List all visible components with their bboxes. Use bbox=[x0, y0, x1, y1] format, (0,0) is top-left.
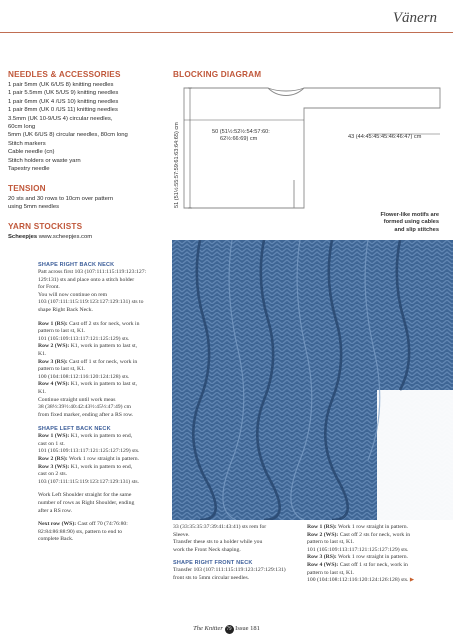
row-line: cast on 1 st. bbox=[38, 440, 65, 447]
tension-section bbox=[8, 184, 170, 212]
text-line: 103 (107:111:115:119:123:127:129:131) sts to bbox=[38, 299, 144, 306]
neck-curve bbox=[268, 88, 304, 96]
sweater-photo bbox=[172, 240, 453, 520]
stockists-url[interactable]: www.scheepjes.com bbox=[38, 234, 93, 240]
text-line: work the Front Neck shaping. bbox=[173, 546, 241, 553]
row-line: Row 2 (WS): K1, work in pattern to last st, bbox=[38, 343, 138, 350]
text-line: front sts to 5mm circular needles. bbox=[173, 574, 250, 581]
header-rule bbox=[0, 32, 453, 33]
needles-line: 3.5mm (UK 10-9/US 4) circular needles, bbox=[8, 115, 113, 122]
shape-left-back-neck-heading: SHAPE LEFT BACK NECK bbox=[38, 426, 111, 433]
needles-line: Stitch holders or waste yarn bbox=[8, 157, 81, 164]
row-line: 100 (104:108:112:116:120:124:128) sts. bbox=[38, 373, 130, 380]
text-line: Transfer these sts to a holder while you bbox=[173, 539, 263, 546]
footer-issue: Issue 181 bbox=[235, 625, 260, 632]
row-line: pattern to last st, K1. bbox=[38, 366, 86, 373]
row-line: Row 1 (WS): K1, work in pattern to end, bbox=[38, 433, 133, 440]
footer-magazine: The Knitter bbox=[193, 625, 223, 632]
text-line: 33 (33:35:35:37:39:41:43:41) sts rem for bbox=[173, 524, 267, 530]
stockists-heading: YARN STOCKISTS bbox=[8, 222, 83, 231]
text-line: Sleeve. bbox=[173, 531, 190, 538]
needles-line: 1 pair 6mm (UK 4 /US 10) knitting needles bbox=[8, 98, 119, 105]
footer-page-number: 79 bbox=[226, 627, 232, 632]
column-1 bbox=[38, 262, 170, 544]
tension-line: using 5mm needles bbox=[8, 204, 60, 211]
garment-outline bbox=[184, 88, 440, 208]
stockists-section bbox=[8, 222, 170, 241]
continue-arrow-icon: ▶ bbox=[408, 577, 415, 584]
needles-line: 60cm long bbox=[8, 124, 36, 131]
row-line: Row 3 (RS): Work 1 row straight in pattern. bbox=[307, 554, 409, 561]
caption-line: formed using cables bbox=[383, 219, 439, 226]
row-line: K1. bbox=[38, 350, 47, 357]
row-line: from fixed marker, ending after a RS row. bbox=[38, 411, 134, 418]
needles-heading: NEEDLES & ACCESSORIES bbox=[8, 70, 121, 79]
tension-line: 20 sts and 30 rows to 10cm over pattern bbox=[8, 196, 114, 202]
caption-line: and slip stitches bbox=[394, 226, 439, 233]
text-line: after a RS row. bbox=[38, 507, 73, 514]
column-3 bbox=[307, 524, 449, 585]
row-line: K1. bbox=[38, 388, 47, 395]
row-line: 101 (105:109:113:117:121:125:127:129) sts. bbox=[38, 448, 140, 455]
row-line: pattern to last st, K1. bbox=[38, 328, 86, 335]
row-line: 101 (105:109:113:117:121:125:127:129) sts. bbox=[307, 546, 409, 553]
photo-caption bbox=[381, 212, 439, 234]
needles-line: 1 pair 5.5mm (UK 5/US 9) knitting needles bbox=[8, 90, 119, 97]
width-label-2: 62½:66:69) cm bbox=[220, 136, 258, 142]
row-line: 101 (105:109:113:117:121:125:129) sts. bbox=[38, 335, 130, 342]
footer bbox=[0, 625, 453, 634]
sleeve-label: 43 (44:45:45:45:46:46:47) cm bbox=[348, 134, 422, 140]
needles-line: 1 pair 8mm (UK 0 /US 11) knitting needles bbox=[8, 107, 118, 114]
page-title: Vänern bbox=[392, 10, 437, 26]
row-line: Row 1 (RS): Cast off 2 sts for neck, work in bbox=[38, 320, 140, 327]
shape-right-front-neck-heading: SHAPE RIGHT FRONT NECK bbox=[173, 560, 253, 567]
row-line: Continue straight until work meas bbox=[38, 396, 116, 403]
text-line: number of rows as Right Shoulder, ending bbox=[38, 500, 135, 507]
text-line: Work Left Shoulder straight for the same bbox=[38, 492, 132, 499]
row-line: Row 2 (WS): Cast off 2 sts for neck, work in bbox=[307, 531, 411, 538]
text-line: shape Right Back Neck. bbox=[38, 306, 93, 313]
needles-line: Stitch markers bbox=[8, 140, 46, 147]
row-line: Next row (WS): Cast off 70 (74:76:80: bbox=[38, 521, 128, 528]
stockists-brand: Scheepjes bbox=[8, 234, 38, 240]
column-2 bbox=[173, 524, 305, 583]
row-line: Row 1 (RS): Work 1 row straight in pattern. bbox=[307, 524, 409, 530]
needles-line: Cable needle (cn) bbox=[8, 149, 55, 156]
row-line: Row 4 (WS): K1, work in pattern to last st, bbox=[38, 381, 138, 388]
row-line: 38 (38½:39½:40:42:43½:45½:47:49) cm bbox=[38, 404, 131, 411]
row-line: pattern to last st, K1. bbox=[307, 569, 355, 576]
caption-line: Flower-like motifs are bbox=[380, 212, 439, 218]
width-label-1: 50 (51½:52½:54:57:60: bbox=[212, 129, 270, 135]
row-line: 100 (104:108:112:116:120:124:126:128) sts. ▶ bbox=[307, 577, 415, 584]
needles-list bbox=[8, 81, 170, 173]
text-line: Patt across first 103 (107:111:115:119:123:127: bbox=[38, 269, 147, 275]
row-line: complete Back. bbox=[38, 536, 74, 543]
row-line: Row 2 (RS): Work 1 row straight in pattern. bbox=[38, 456, 140, 463]
tension-heading: TENSION bbox=[8, 184, 46, 193]
row-line: Row 3 (WS): K1, work in pattern to end, bbox=[38, 463, 133, 470]
row-line: pattern to last st, K1. bbox=[307, 539, 355, 546]
needles-line: Tapestry needle bbox=[8, 166, 50, 173]
text-line: 129:131) sts and place onto a stitch holder bbox=[38, 276, 135, 283]
blocking-heading: BLOCKING DIAGRAM bbox=[173, 70, 262, 79]
length-label: 51 (51½:55:57:59:61:63:64:65) cm bbox=[174, 122, 180, 208]
row-line: Row 4 (WS): Cast off 1 st for neck, work in bbox=[307, 561, 408, 568]
row-line: 82:84:86:88:90) sts, pattern to end to bbox=[38, 528, 123, 535]
text-line: for Front. bbox=[38, 284, 60, 291]
row-line: Row 3 (RS): Cast off 1 st for neck, work in bbox=[38, 358, 138, 365]
text-line: Transfer 103 (107:111:115:119:123:127:129:131) bbox=[173, 567, 286, 574]
row-line: 103 (107:111:115:119:123:127:129:131) sts. bbox=[38, 478, 140, 485]
needles-line: 5mm (UK 6/US 8) circular needles, 80cm long bbox=[8, 132, 128, 139]
shape-right-back-neck-heading: SHAPE RIGHT BACK NECK bbox=[38, 262, 115, 268]
text-line: You will now continue on rem bbox=[38, 291, 108, 298]
needles-line: 1 pair 5mm (UK 6/US 8) knitting needles bbox=[8, 82, 114, 88]
row-line: cast on 2 sts. bbox=[38, 471, 68, 478]
needles-section bbox=[8, 70, 170, 173]
